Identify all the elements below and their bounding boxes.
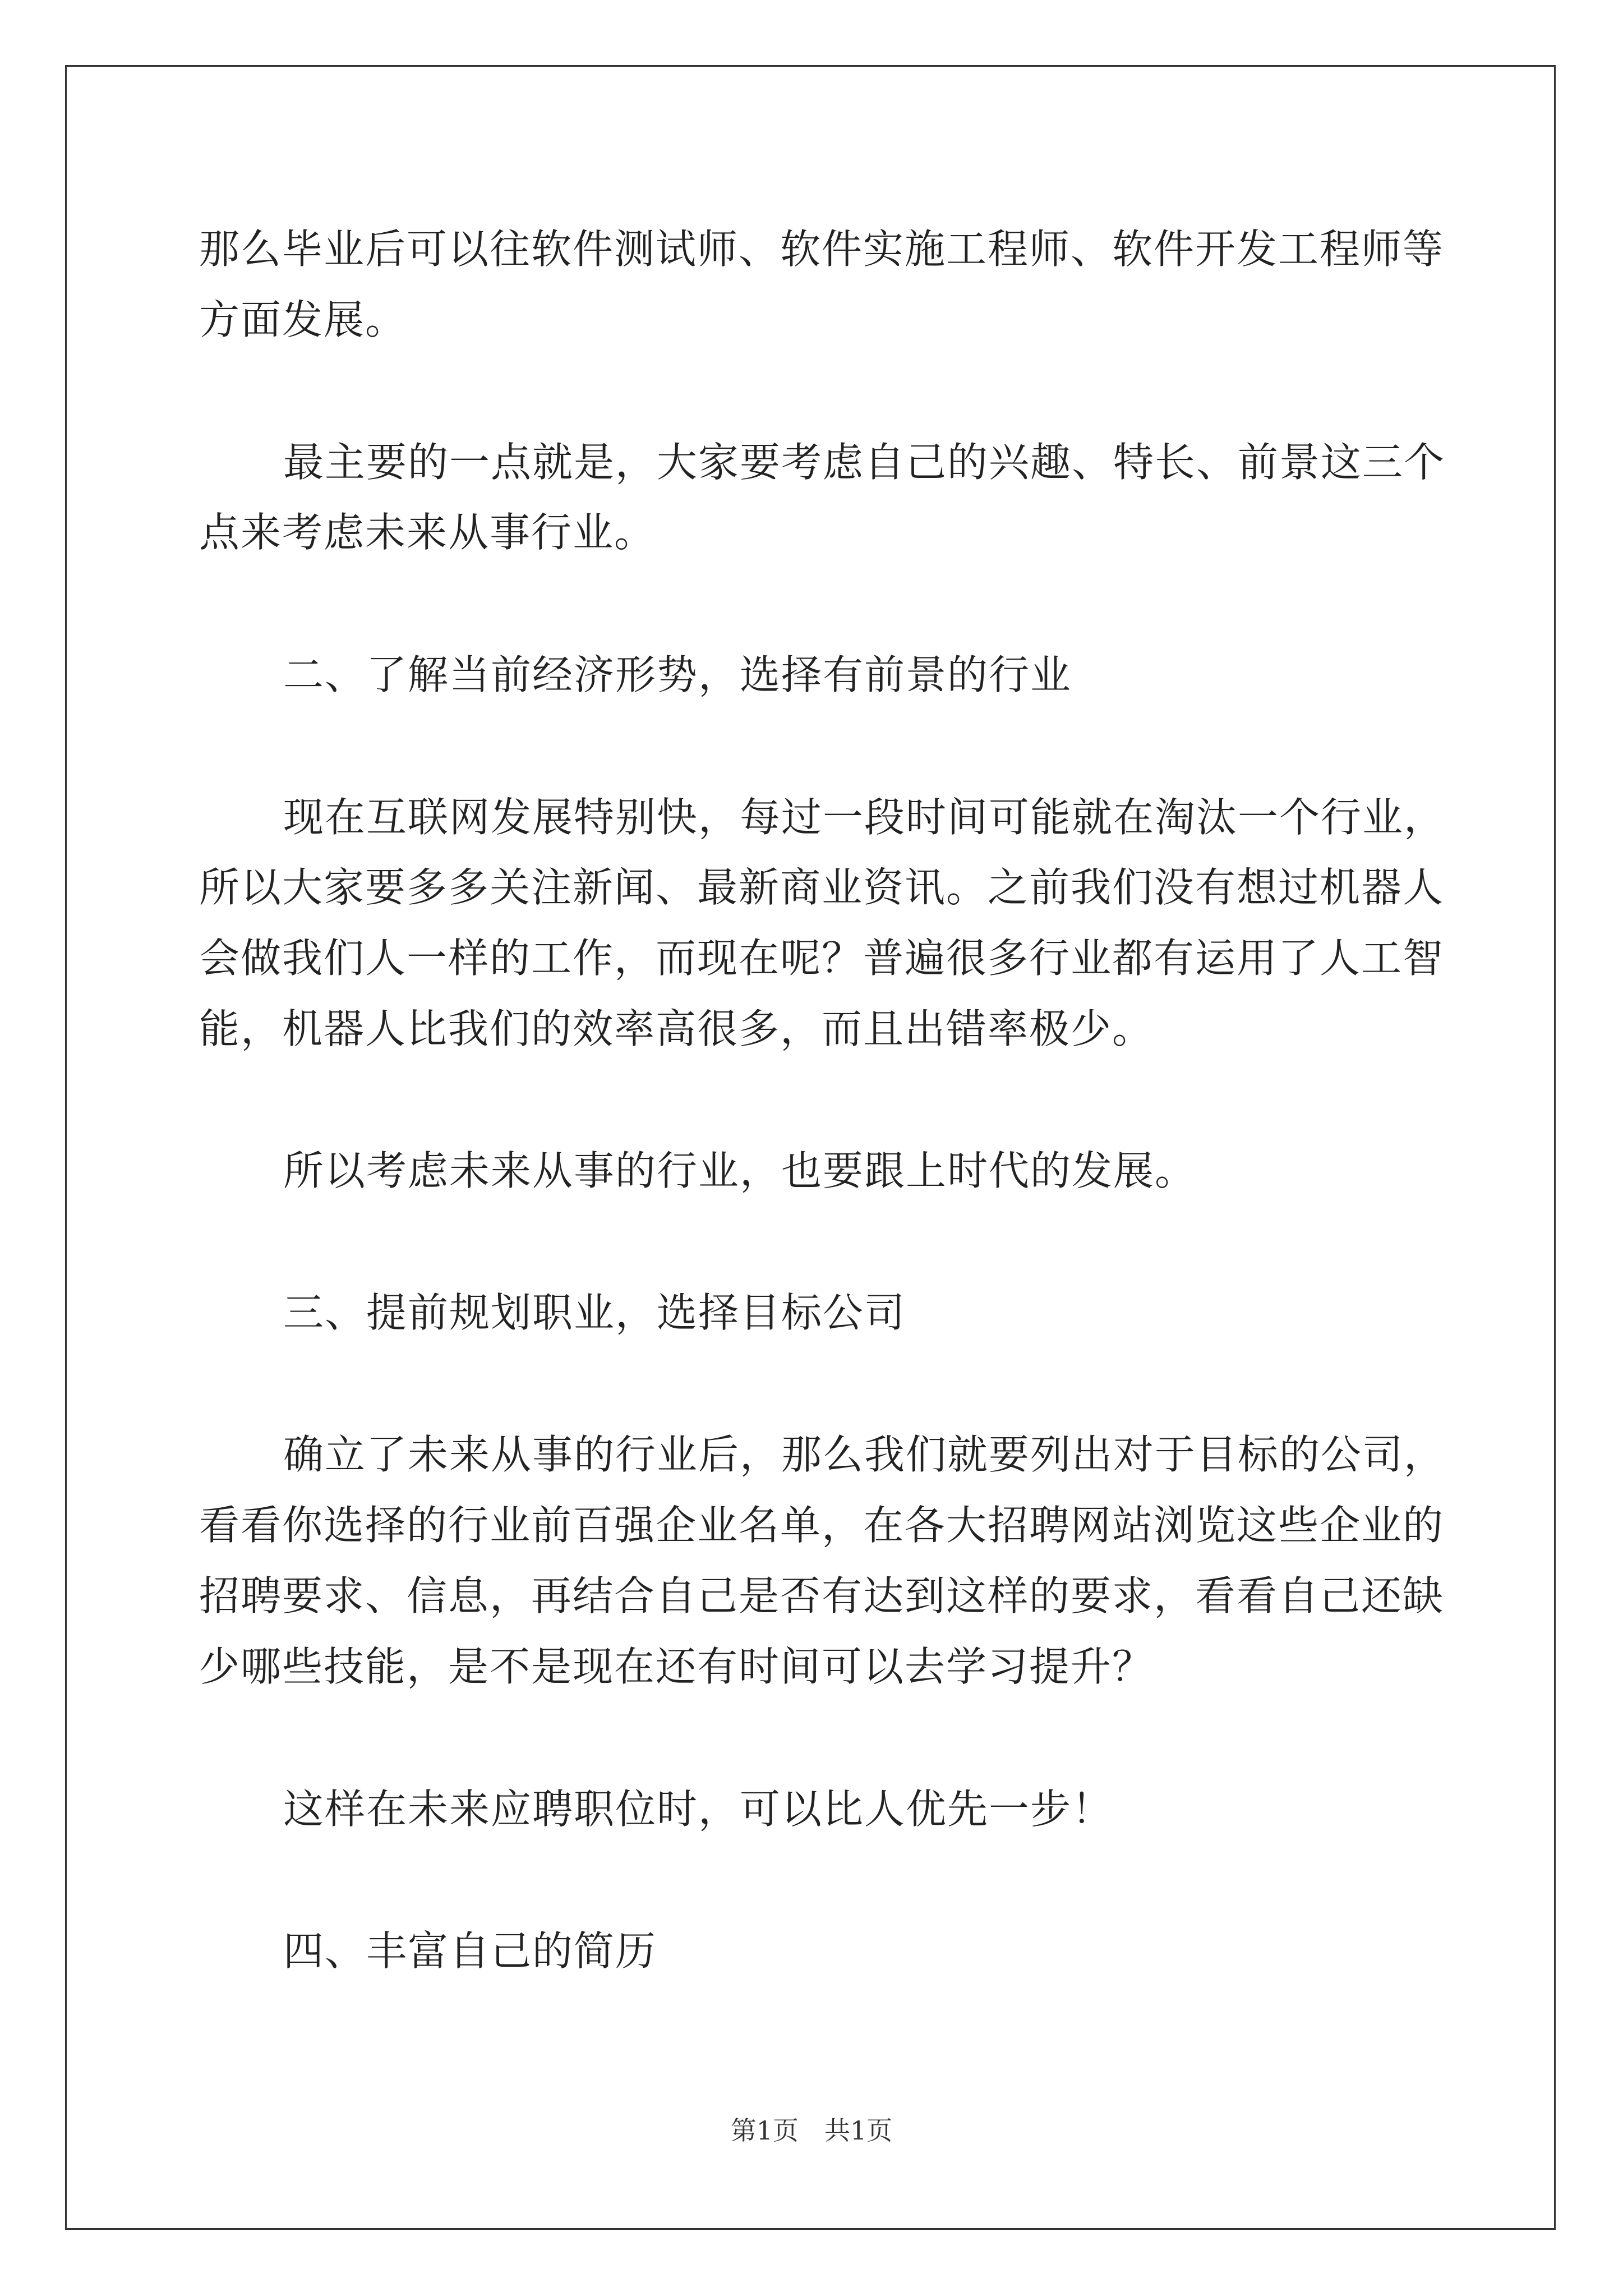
paragraph-line: 那么毕业后可以往软件测试师、软件实施工程师、软件开发工程师等 — [199, 226, 1445, 273]
paragraph-line: 方面发展。 — [199, 296, 407, 343]
paragraph-line: 点来考虑未来从事行业。 — [199, 509, 656, 556]
paragraph-line: 最主要的一点就是，大家要考虑自己的兴趣、特长、前景这三个 — [283, 439, 1446, 486]
paragraph-line: 所以大家要多多关注新闻、最新商业资讯。之前我们没有想过机器人 — [199, 864, 1445, 911]
paragraph-line: 少哪些技能，是不是现在还有时间可以去学习提升？ — [199, 1643, 1154, 1690]
paragraph-line: 现在互联网发展特别快，每过一段时间可能就在淘汰一个行业， — [283, 794, 1446, 841]
paragraph-line: 招聘要求、信息，再结合自己是否有达到这样的要求，看看自己还缺 — [199, 1572, 1445, 1619]
page-footer: 第1页 共1页 — [730, 2115, 893, 2146]
paragraph-line: 所以考虑未来从事的行业，也要跟上时代的发展。 — [283, 1147, 1197, 1194]
section-heading: 四、丰富自己的简历 — [283, 1927, 657, 1975]
paragraph-line: 确立了未来从事的行业后，那么我们就要列出对于目标的公司， — [283, 1431, 1446, 1478]
section-heading: 二、了解当前经济形势，选择有前景的行业 — [283, 651, 1072, 698]
paragraph-line: 看看你选择的行业前百强企业名单，在各大招聘网站浏览这些企业的 — [199, 1502, 1445, 1549]
section-heading: 三、提前规划职业，选择目标公司 — [283, 1289, 906, 1336]
paragraph-line: 能，机器人比我们的效率高很多，而且出错率极少。 — [199, 1005, 1154, 1052]
paragraph-line: 会做我们人一样的工作，而现在呢？普遍很多行业都有运用了人工智 — [199, 935, 1445, 982]
paragraph-line: 这样在未来应聘职位时，可以比人优先一步！ — [283, 1786, 1114, 1833]
